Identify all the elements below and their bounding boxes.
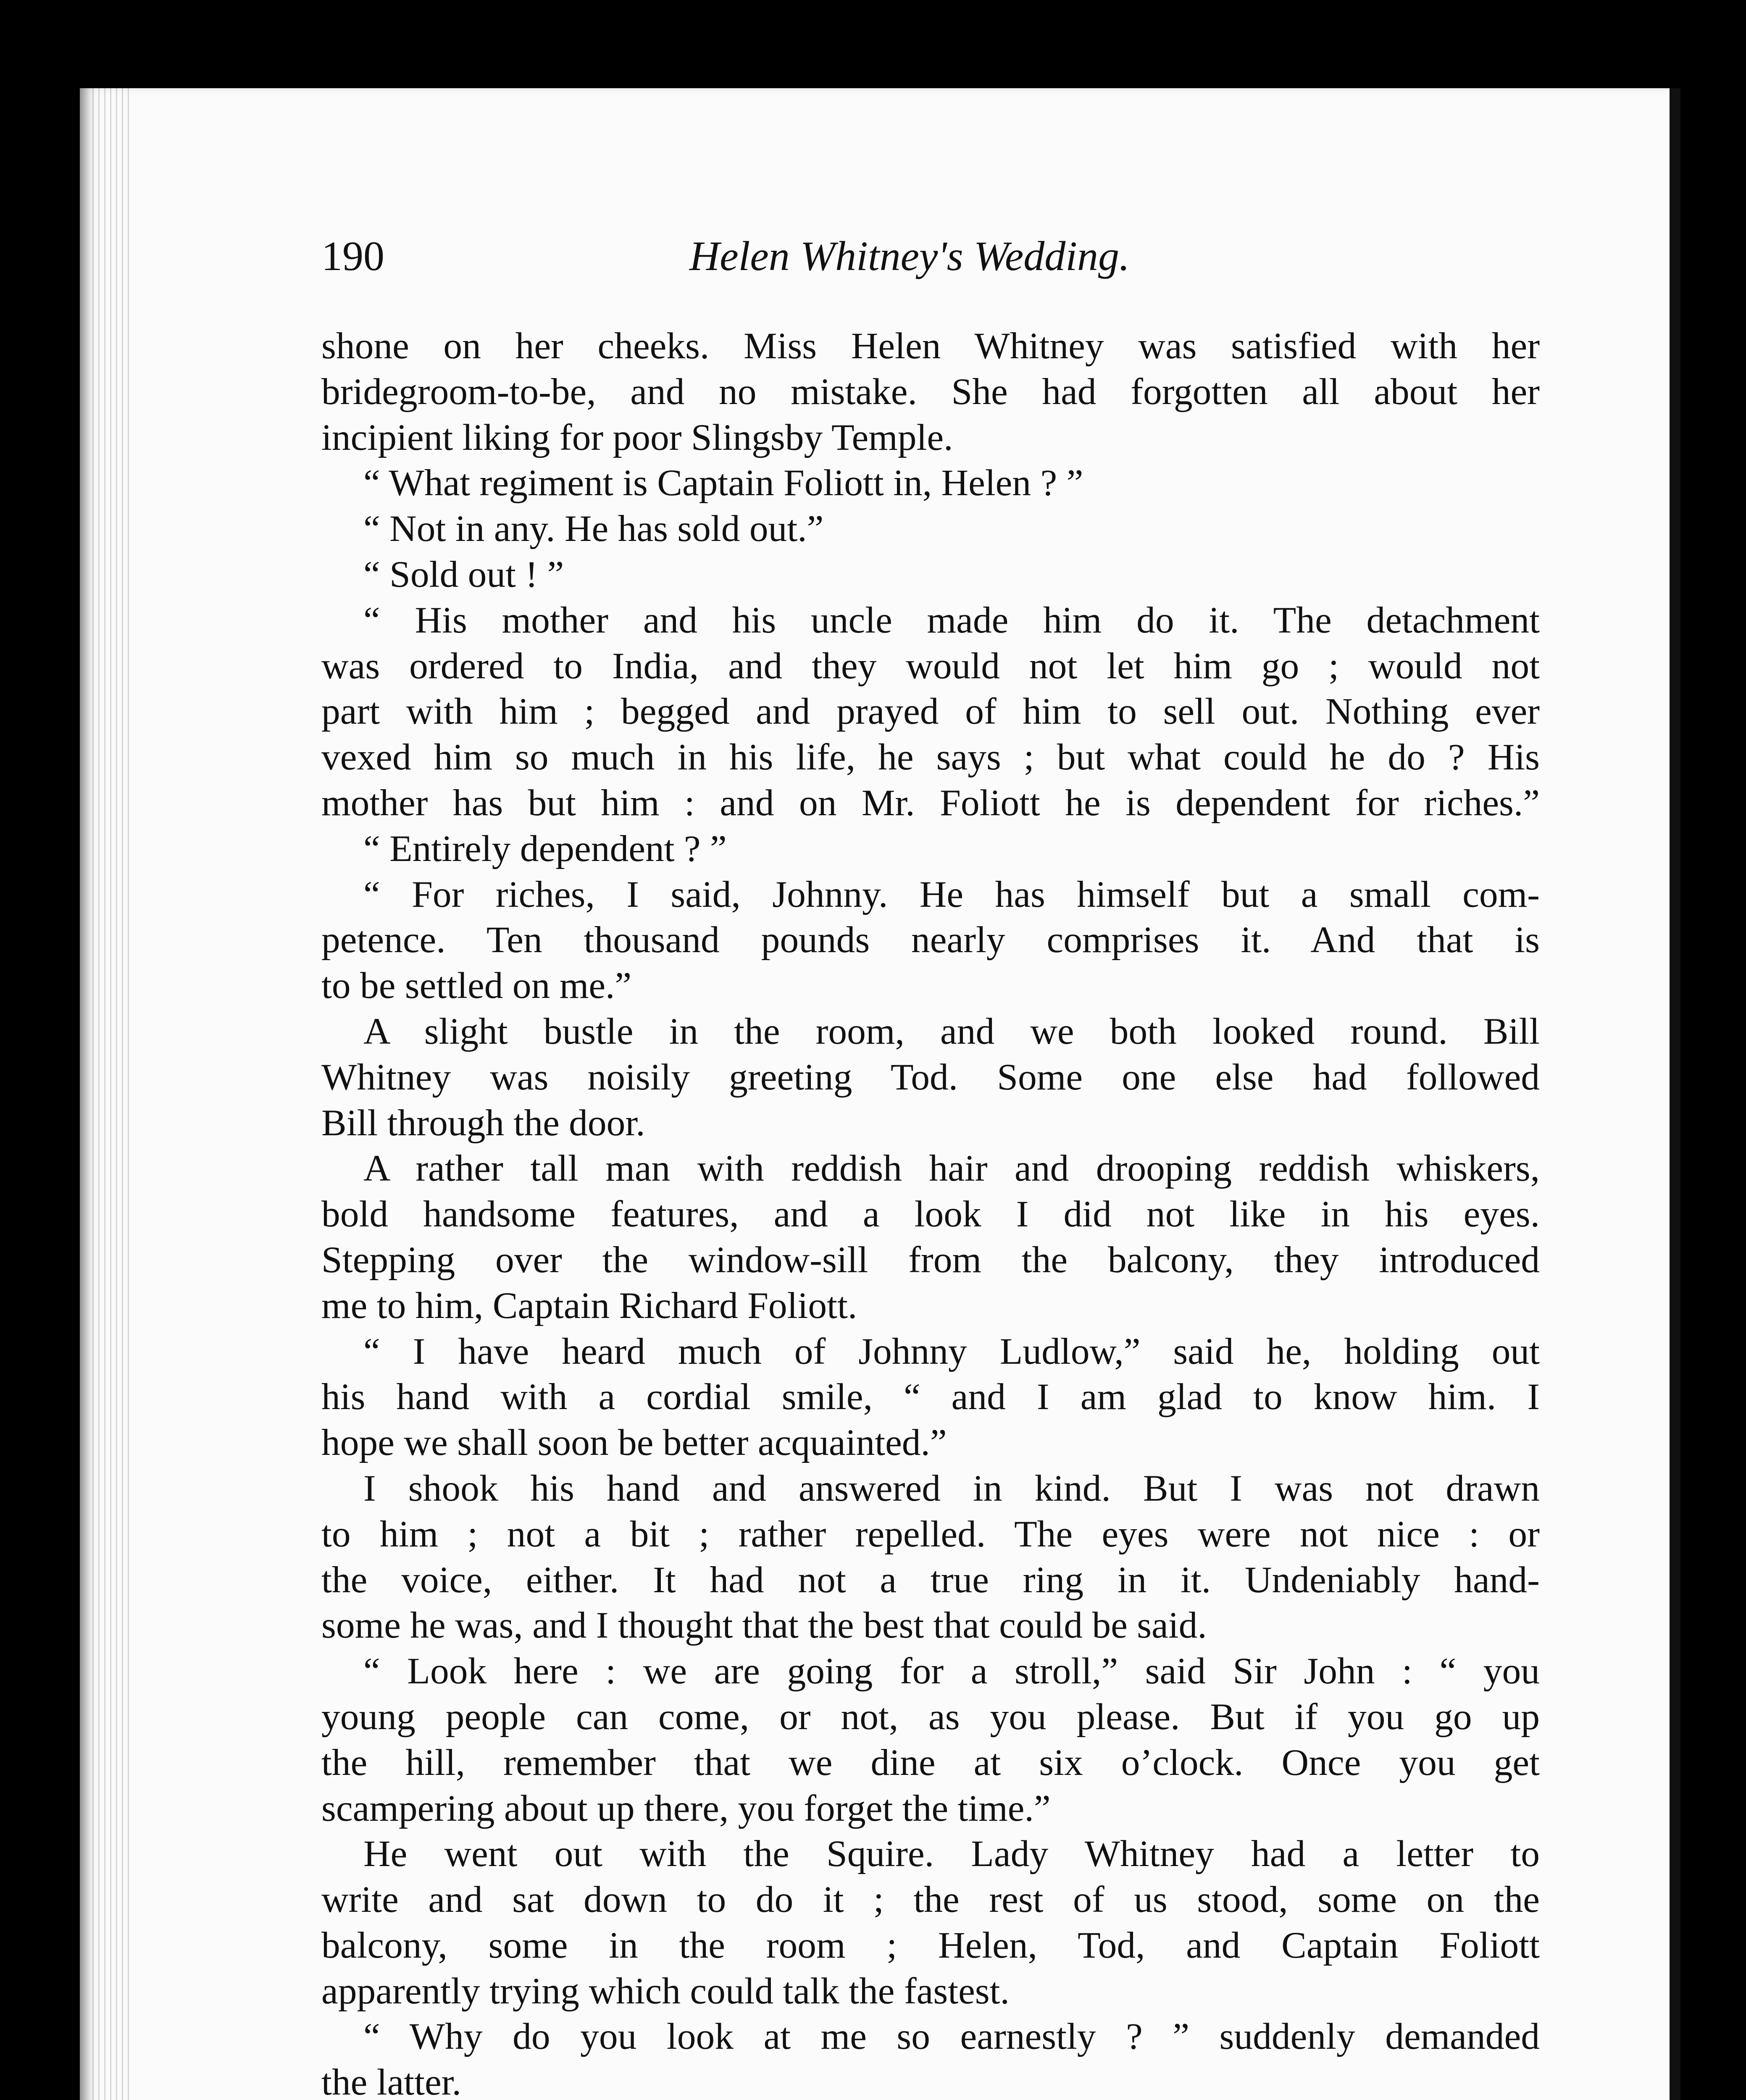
- text-line: was ordered to India, and they would not let him go ; would not: [321, 645, 1540, 687]
- page-gutter: [92, 88, 130, 2100]
- text-line: incipient liking for poor Slingsby Temple.: [321, 416, 953, 458]
- running-title: Helen Whitney's Wedding.: [689, 233, 1130, 279]
- text-line: shone on her cheeks. Miss Helen Whitney was satisfied with her: [321, 325, 1540, 367]
- text-line: He went out with the Squire. Lady Whitney had a letter to: [363, 1833, 1540, 1875]
- text-line: “ For riches, I said, Johnny. He has himself but a small com-: [363, 873, 1540, 915]
- text-line: hope we shall soon be better acquainted.”: [321, 1422, 947, 1464]
- text-line: Whitney was noisily greeting Tod. Some one else had followed: [321, 1056, 1540, 1098]
- text-line: “ Why do you look at me so earnestly ? ” suddenly demanded: [363, 2016, 1540, 2058]
- text-line: part with him ; begged and prayed of him to sell out. Nothing ever: [321, 690, 1540, 732]
- body-text: [321, 323, 1540, 2100]
- text-line: balcony, some in the room ; Helen, Tod, and Captain Foliott: [321, 1924, 1540, 1966]
- text-line: Stepping over the window-sill from the balcony, they introduced: [321, 1239, 1540, 1281]
- text-line: apparently trying which could talk the fastest.: [321, 1970, 1010, 2012]
- text-line: Bill through the door.: [321, 1102, 645, 1144]
- text-line: I shook his hand and answered in kind. But I was not drawn: [363, 1467, 1540, 1509]
- text-line: vexed him so much in his life, he says ; but what could he do ? His: [321, 736, 1540, 778]
- text-line: “ Entirely dependent ? ”: [363, 827, 727, 869]
- text-line: “ What regiment is Captain Foliott in, Helen ? ”: [363, 462, 1083, 504]
- facing-page-edge: [1670, 88, 1680, 2100]
- text-line: to be settled on me.”: [321, 965, 632, 1007]
- text-line: me to him, Captain Richard Foliott.: [321, 1284, 857, 1326]
- page-number: 190: [321, 233, 384, 279]
- text-line: mother has but him : and on Mr. Foliott he is dependent for riches.”: [321, 782, 1540, 824]
- text-line: his hand with a cordial smile, “ and I am glad to know him. I: [321, 1376, 1540, 1418]
- text-line: petence. Ten thousand pounds nearly comprises it. And that is: [321, 919, 1540, 961]
- text-line: A slight bustle in the room, and we both looked round. Bill: [363, 1010, 1540, 1052]
- text-line: some he was, and I thought that the best that could be said.: [321, 1604, 1207, 1646]
- book-page: [80, 88, 1680, 2100]
- text-line: bold handsome features, and a look I did not like in his eyes.: [321, 1193, 1540, 1235]
- text-line: “ Sold out ! ”: [363, 553, 564, 595]
- text-line: write and sat down to do it ; the rest of us stood, some on the: [321, 1879, 1540, 1921]
- text-line: scampering about up there, you forget the time.”: [321, 1787, 1051, 1829]
- running-head: [321, 231, 1288, 281]
- text-line: the latter.: [321, 2061, 462, 2100]
- text-line: bridegroom-to-be, and no mistake. She had forgotten all about her: [321, 370, 1540, 412]
- text-line: “ Not in any. He has sold out.”: [363, 508, 824, 550]
- text-line: “ His mother and his uncle made him do it. The detachment: [363, 599, 1540, 641]
- text-line: A rather tall man with reddish hair and drooping reddish whiskers,: [363, 1147, 1540, 1189]
- text-line: “ I have heard much of Johnny Ludlow,” said he, holding out: [363, 1330, 1540, 1372]
- text-line: the voice, either. It had not a true ring in it. Undeniably hand-: [321, 1559, 1540, 1601]
- text-line: the hill, remember that we dine at six o’clock. Once you get: [321, 1741, 1540, 1783]
- text-line: “ Look here : we are going for a stroll,” said Sir John : “ you: [363, 1650, 1540, 1692]
- text-line: young people can come, or not, as you please. But if you go up: [321, 1696, 1540, 1738]
- text-line: to him ; not a bit ; rather repelled. The eyes were not nice : or: [321, 1513, 1540, 1555]
